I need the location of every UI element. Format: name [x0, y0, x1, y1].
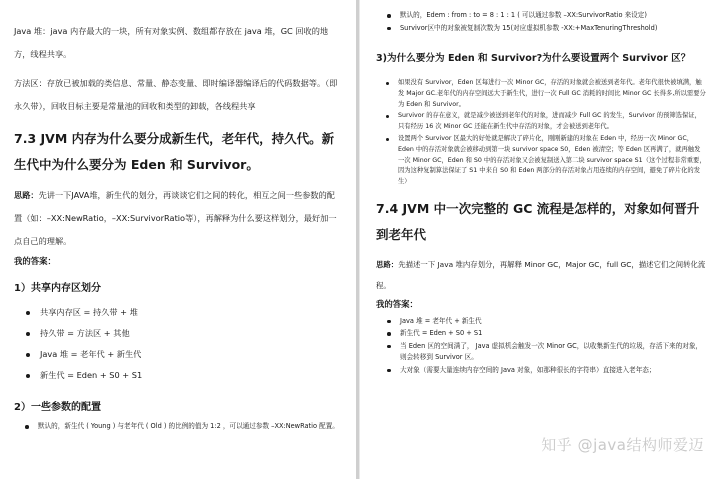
watermark: 知乎 @java结构师爱迈 [541, 436, 704, 454]
sub1-list [14, 302, 341, 386]
section-7-4-title: 7.4 JVM 中一次完整的 GC 流程是怎样的，对象如何晋升到老年代 [376, 200, 700, 242]
think-label: 思路： [376, 259, 399, 269]
list-item: 默认的，Edem : from : to = 8 : 1 : 1 ( 可以通过参数 –XX:SurvivorRatio 来设定) [376, 10, 706, 22]
list-item: 大对象（需要大量连续内存空间的 Java 对象，如那种很长的字符串）直接进入老年态； [376, 365, 706, 377]
right-page [360, 0, 720, 479]
list-item: 共享内存区 = 持久带 + 堆 [14, 302, 341, 323]
sub3-list [376, 78, 706, 188]
list-item: Java 堆 = 老年代 + 新生代 [376, 316, 706, 328]
sub3-title: 3)为什么要分为 Eden 和 Survivor?为什么要设置两个 Survivor 区？ [376, 53, 691, 64]
think-label: 思路： [14, 190, 39, 200]
list-item: 设置两个 Survivor 区最大的好处就是解决了碎片化，刚刚新建的对象在 Eden 中，经历一次 Minor GC，Eden 中的存活对象就会被移动到第一块 survivor space S0，Eden 被清空；等 Eden 区再满了，就再触发一次 Minor GC，Eden 和 S0 中的存活对象又会被复制送入第二块 survivor space S1（这个过程非常重要，因为这种复制算法保证了 S1 中来自 S0 和 Eden 两部分的存活对象占用连续的内存空间，避免了碎片化的发生） [376, 134, 706, 188]
list-item: 如果没有 Survivor，Eden 区每进行一次 Minor GC，存活的对象就会被送到老年代。老年代很快被填满，触发 Major GC.老年代的内存空间远大于新生代，进行一次 Full GC 消耗的时间比 Minor GC 长得多,所以需要分为 Eden 和 Survivor。 [376, 78, 706, 110]
answer-label: 我的答案： [14, 256, 56, 266]
left-page [0, 0, 355, 479]
sub2-title: 2）一些参数的配置 [14, 402, 101, 413]
think-text: 先讲一下JAVA堆，新生代的划分，再谈谈它们之间的转化，相互之间一些参数的配置（如：–XX:NewRatio，–XX:SurvivorRatio等），再解释为什么要这样划分，最好加一点自己的理解。 [14, 190, 337, 246]
sub2-list [14, 421, 341, 433]
list-item: 当 Eden 区的空间满了， Java 虚拟机会触发一次 Minor GC，以收集新生代的垃圾，存活下来的对象，则会转移到 Survivor 区。 [376, 341, 706, 364]
method-area-description: 方法区：存放已被加载的类信息、常量、静态变量、即时编译器编译后的代码数据等。（即永久带），回收目标主要是常量池的回收和类型的卸载，各线程共享 [14, 78, 338, 111]
heap-description: Java 堆：java 内存最大的一块，所有对象实例、数组都存放在 java 堆，GC 回收的地方，线程共享。 [14, 26, 329, 59]
think-text: 先描述一下 Java 堆内存划分，再解释 Minor GC，Major GC，full GC，描述它们之间转化流程。 [376, 259, 706, 290]
list-item: Java 堆 = 老年代 + 新生代 [14, 344, 341, 365]
gc-answer-list [376, 316, 706, 377]
think-paragraph [376, 254, 706, 296]
list-item: Survivor 的存在意义，就是减少被送到老年代的对象，进而减少 Full GC 的发生，Survivor 的预筛选保证，只有经历 16 次 Minor GC 还能在新生代中存活的对象，才会被送到老年代。 [376, 111, 706, 133]
list-item: Survivor区中的对象被复制次数为 15(对应虚拟机参数 -XX:+MaxTenuringThreshold) [376, 23, 706, 35]
sub1-title: 1）共享内存区划分 [14, 283, 101, 294]
survivor-ratio-list [376, 10, 706, 34]
list-item: 新生代 = Eden + S0 + S1 [14, 365, 341, 386]
list-item: 持久带 = 方法区 + 其他 [14, 323, 341, 344]
section-7-3-title: 7.3 JVM 内存为什么要分成新生代，老年代，持久代。新生代中为什么要分为 Eden 和 Survivor。 [14, 131, 335, 172]
answer-label: 我的答案： [376, 298, 418, 309]
think-paragraph [14, 184, 341, 253]
list-item: 新生代 = Eden + S0 + S1 [376, 328, 706, 340]
list-item: 默认的，新生代 ( Young ) 与老年代 ( Old ) 的比例的值为 1:2 ，可以通过参数 –XX:NewRatio 配置。 [14, 421, 341, 433]
